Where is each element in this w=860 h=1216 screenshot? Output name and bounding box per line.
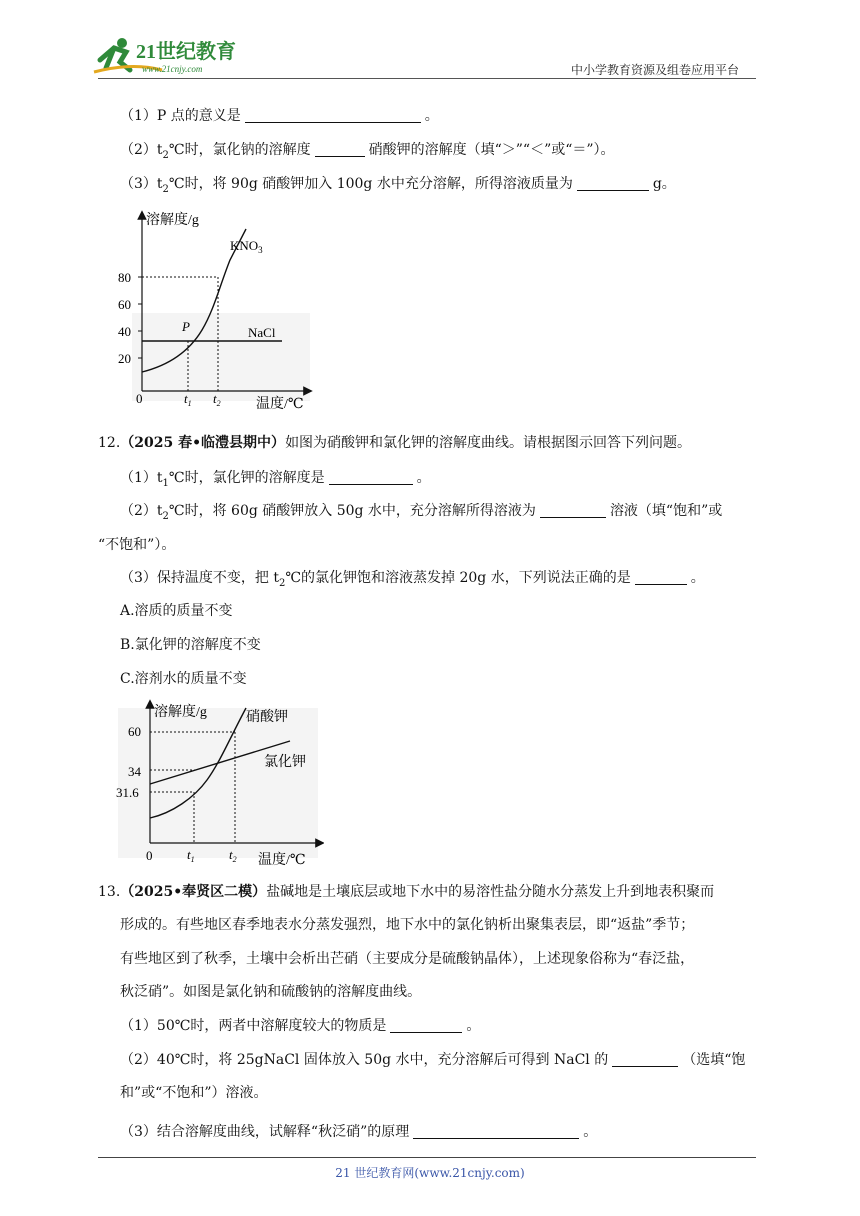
footer-link[interactable]: 21 世纪教育网(www.21cnjy.com): [335, 1166, 525, 1180]
chart2-ytick-31-6: 31.6: [116, 785, 139, 800]
q11-part1: （1）P 点的意义是 。: [120, 108, 439, 124]
header-logo: [92, 34, 262, 76]
q11-part3: $(3)t_2℃$时，将 90g 硝酸钾加入 100g 水中充分溶解，所得溶液质量为 g。: [120, 176, 676, 195]
q12-stem: 12.（2025 春•临澧县期中）如图为硝酸钾和氯化钾的溶解度曲线。请根据图示回答下列问题。: [98, 435, 692, 451]
chart1-series-nacl: NaCl: [248, 325, 276, 340]
answer-blank[interactable]: [540, 503, 606, 518]
chart-kno3-kcl: [112, 698, 324, 870]
chart2-ylabel: 溶解度/g: [154, 705, 207, 720]
answer-blank[interactable]: [245, 108, 421, 123]
chart1-xtick-t1: $t_1$: [184, 391, 192, 408]
chart1-ytick-20: 20: [118, 351, 131, 366]
q13-stem-line4: 秋泛硝”。如图是氯化钠和硫酸钠的溶解度曲线。: [120, 984, 422, 1000]
logo-url: www.21cnjy.com: [142, 64, 203, 74]
site-name: 中小学教育资源及组卷应用平台: [571, 63, 740, 77]
q11-part2: $(2)t_2℃$时，氯化钠的溶解度 硝酸钾的溶解度（填“＞”“＜”或“＝”）。: [120, 142, 615, 161]
q12-part3: （3）保持温度不变，把 $t_2℃$的氯化钾饱和溶液蒸发掉 20g 水，下列说法正确的是 。: [120, 570, 705, 589]
answer-blank[interactable]: [612, 1052, 678, 1067]
chart1-shade: [132, 313, 310, 401]
chart-kno3-nacl: [110, 205, 320, 415]
chart1-xtick-t2: $t_2$: [213, 391, 221, 408]
chart1-ylabel: 溶解度/g: [146, 213, 199, 228]
chart2-ytick-60: 60: [128, 724, 141, 739]
chart1-xlabel: 温度/℃: [256, 397, 304, 412]
answer-blank[interactable]: [577, 176, 649, 191]
q13-part2-cont: 和”或“不饱和”）溶液。: [120, 1085, 268, 1101]
q12-part2: $(2)t_2℃$时，将 60g 硝酸钾放入 50g 水中，充分溶解所得溶液为 溶液（填“饱和”或: [120, 503, 723, 522]
chart1-series-kno3: $KNO_3$: [230, 238, 263, 255]
runner-logo-icon: [92, 34, 262, 76]
chart2-series-kcl: 氯化钾: [264, 755, 306, 770]
answer-blank[interactable]: [413, 1124, 579, 1139]
chart2-shade: [118, 708, 318, 858]
answer-blank[interactable]: [315, 142, 365, 157]
q12-part2-cont: “不饱和”）。: [98, 537, 176, 553]
q13-stem-line2: 形成的。有些地区春季地表水分蒸发强烈，地下水中的氯化钠析出聚集表层，即“返盐”季节；: [120, 917, 695, 933]
q12-option-c: C.溶剂水的质量不变: [120, 671, 247, 687]
logo-text: 21世纪教育: [136, 41, 236, 63]
q12-option-b: B.氯化钾的溶解度不变: [120, 637, 261, 653]
chart2-xtick-t1: $t_1$: [187, 847, 195, 864]
chart1-origin: 0: [136, 391, 143, 406]
q13-part3: （3）结合溶解度曲线，试解释“秋泛硝”的原理 。: [120, 1124, 598, 1140]
answer-blank[interactable]: [390, 1018, 462, 1033]
chart2-xtick-t2: $t_2$: [229, 847, 237, 864]
chart1-ytick-40: 40: [118, 324, 131, 339]
answer-blank[interactable]: [329, 470, 413, 485]
chart1-ytick-80: 80: [118, 270, 131, 285]
q13-stem-line3: 有些地区到了秋季，土壤中会析出芒硝（主要成分是硫酸钠晶体），上述现象俗称为“春泛盐，: [120, 951, 695, 967]
q12-option-a: A.溶质的质量不变: [120, 603, 233, 619]
footer-rule: [98, 1157, 756, 1158]
q13-part2: （2）40℃时，将 25gNaCl 固体放入 50g 水中，充分溶解后可得到 NaCl 的 （选填“饱: [120, 1052, 746, 1068]
chart2-series-kno3: 硝酸钾: [246, 710, 288, 725]
q13-stem-line1: 13.（2025•奉贤区二模）盐碱地是土壤底层或地下水中的易溶性盐分随水分蒸发上升到地表积聚而: [98, 884, 715, 900]
chart2-ytick-34: 34: [128, 764, 141, 779]
chart2-origin: 0: [146, 848, 153, 863]
chart1-point-p: P: [182, 319, 190, 334]
answer-blank[interactable]: [635, 570, 687, 585]
header-rule: [98, 78, 756, 79]
q13-part1: （1）50℃时，两者中溶解度较大的物质是 。: [120, 1018, 481, 1034]
chart1-ytick-60: 60: [118, 297, 131, 312]
q12-part1: $(1)t_1℃$时，氯化钾的溶解度是 。: [120, 470, 431, 489]
chart2-xlabel: 温度/℃: [258, 853, 306, 868]
